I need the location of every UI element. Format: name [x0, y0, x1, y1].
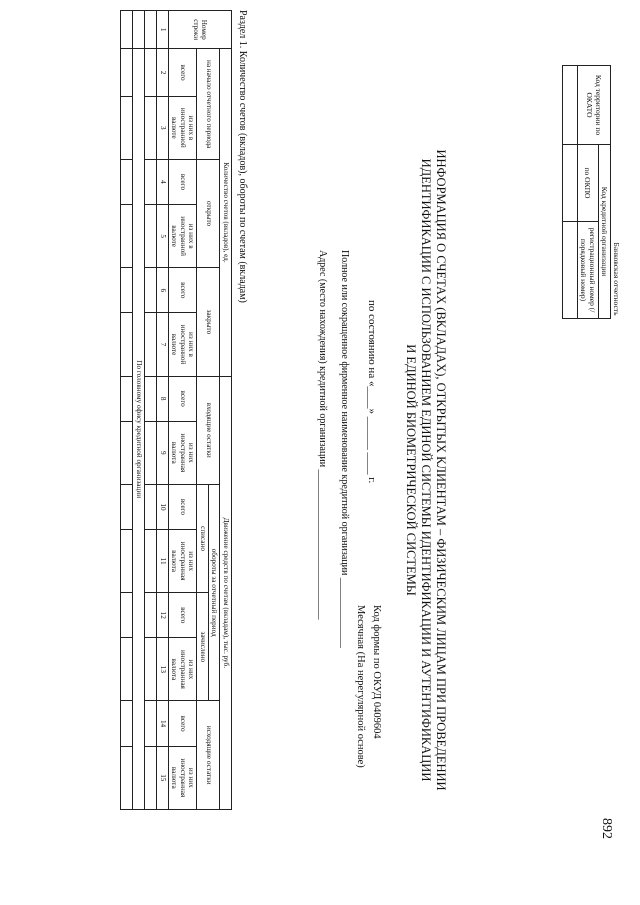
okpo-header: по ОКПО — [578, 145, 599, 222]
foreign-header: из них в иностранной валюте — [169, 205, 198, 268]
table-cell — [145, 268, 157, 313]
report-title-line: ИДЕНТИФИКАЦИИ С ИСПОЛЬЗОВАНИЕМ ЕДИНОЙ СИСТЕМЫ ИДЕНТИФИКАЦИИ И АУТЕНТИФИКАЦИИ — [419, 158, 433, 782]
head-office-row — [133, 11, 145, 810]
accounts-table — [121, 10, 233, 810]
foreign-header: из них иностранная валюта — [169, 638, 198, 701]
column-number: 9 — [157, 421, 169, 484]
table-cell — [145, 593, 157, 638]
table-cell — [121, 421, 133, 484]
foreign-header: из них иностранная валюта — [169, 530, 198, 593]
as-of-date-line: по состоянию на «____» ______ ____ г. — [366, 300, 378, 484]
column-number: 6 — [157, 268, 169, 313]
foreign-header: из них в иностранной валюте — [169, 96, 198, 159]
table-cell — [121, 49, 133, 96]
okud-code: Код формы по ОКУД 0409604 — [371, 605, 382, 739]
at-start-header: на начало отчетного периода — [197, 49, 220, 160]
reporting-title: Банковская отчетность — [612, 242, 621, 316]
outgoing-header: исходящие остатки — [197, 701, 220, 810]
foreign-header: из них в иностранной валюте — [169, 313, 198, 376]
table-cell — [121, 701, 133, 746]
table-cell — [121, 376, 133, 421]
total-header: всего — [169, 268, 198, 313]
table-cell — [145, 484, 157, 529]
credit-org-header: Код кредитной организации — [599, 145, 611, 319]
table-cell — [145, 421, 157, 484]
table-cell — [145, 313, 157, 376]
turnover-header: обороты за отчетный период — [209, 484, 221, 701]
total-header: всего — [169, 49, 198, 96]
table-cell — [121, 313, 133, 376]
table-row — [145, 11, 157, 810]
foreign-header: из них иностранная валюта — [169, 421, 198, 484]
total-header: всего — [169, 593, 198, 638]
credited-header: зачислено — [197, 593, 209, 701]
table-cell — [145, 11, 157, 49]
table-cell — [121, 96, 133, 159]
report-title-line: И ЕДИНОЙ БИОМЕТРИЧЕСКОЙ СИСТЕМЫ — [404, 344, 418, 596]
table-cell — [145, 159, 157, 204]
table-cell — [145, 530, 157, 593]
column-number: 15 — [157, 746, 169, 809]
report-title — [403, 140, 448, 800]
closed-header: закрыто — [197, 268, 220, 376]
okpo-value — [563, 145, 578, 222]
column-number: 14 — [157, 701, 169, 746]
regnum-header: регистрационный номер (/порядковый номер) — [578, 222, 599, 319]
okato-header: Код территории по ОКАТО — [578, 66, 611, 145]
table-cell — [121, 268, 133, 313]
column-number-row — [157, 11, 169, 810]
table-cell — [121, 530, 133, 593]
table-cell — [145, 701, 157, 746]
head-office-label: По головному офису кредитной организации — [133, 49, 145, 810]
column-number: 5 — [157, 205, 169, 268]
column-number: 4 — [157, 159, 169, 204]
total-header: всего — [169, 159, 198, 204]
table-cell — [121, 484, 133, 529]
table-cell — [121, 593, 133, 638]
column-number: 3 — [157, 96, 169, 159]
table-cell — [121, 159, 133, 204]
column-number: 8 — [157, 376, 169, 421]
count-group-header: Количество счетов (вкладов), ед. — [220, 49, 232, 376]
table-cell — [133, 11, 145, 49]
row-number-header: Номер строки — [169, 11, 232, 49]
report-frequency: Месячная (На нерегулярной основе) — [355, 605, 366, 768]
table-cell — [145, 49, 157, 96]
table-cell — [145, 746, 157, 809]
foreign-header: из них иностранная валюта — [169, 746, 198, 809]
total-header: всего — [169, 484, 198, 529]
incoming-header: входящие остатки — [197, 376, 220, 484]
debited-header: списано — [197, 484, 209, 592]
column-number: 7 — [157, 313, 169, 376]
table-cell — [145, 376, 157, 421]
table-row — [121, 11, 133, 810]
reporting-code-table — [562, 65, 622, 319]
total-header: всего — [169, 701, 198, 746]
regnum-value — [563, 222, 578, 319]
table-cell — [121, 205, 133, 268]
table-cell — [121, 746, 133, 809]
total-header: всего — [169, 376, 198, 421]
table-cell — [121, 638, 133, 701]
column-number: 1 — [157, 11, 169, 49]
column-number: 13 — [157, 638, 169, 701]
column-number: 11 — [157, 530, 169, 593]
page-number: 892 — [599, 818, 614, 839]
table-cell — [145, 96, 157, 159]
column-number: 2 — [157, 49, 169, 96]
section-title: Раздел 1. Количество счетов (вкладов), обороты по счетам (вкладам) — [237, 10, 248, 303]
movement-group-header: Движение средств по счетам (вкладам), тыс. руб. — [220, 376, 232, 809]
okato-value — [563, 66, 578, 145]
column-number: 12 — [157, 593, 169, 638]
org-address-field: Адрес (место нахождения) кредитной организации ______________________________ — [317, 250, 328, 620]
table-cell — [145, 638, 157, 701]
table-cell — [121, 11, 133, 49]
report-title-line: ИНФОРМАЦИЯ О СЧЕТАХ (ВКЛАДАХ), ОТКРЫТЫХ КЛИЕНТАМ – ФИЗИЧЕСКИМ ЛИЦАМ ПРИ ПРОВЕДЕНИИ — [434, 149, 448, 791]
opened-header: открыто — [197, 159, 220, 267]
table-cell — [145, 205, 157, 268]
org-name-field: Полное или сокращенное фирменное наименование кредитной организации ______________ — [339, 250, 350, 648]
column-number: 10 — [157, 484, 169, 529]
